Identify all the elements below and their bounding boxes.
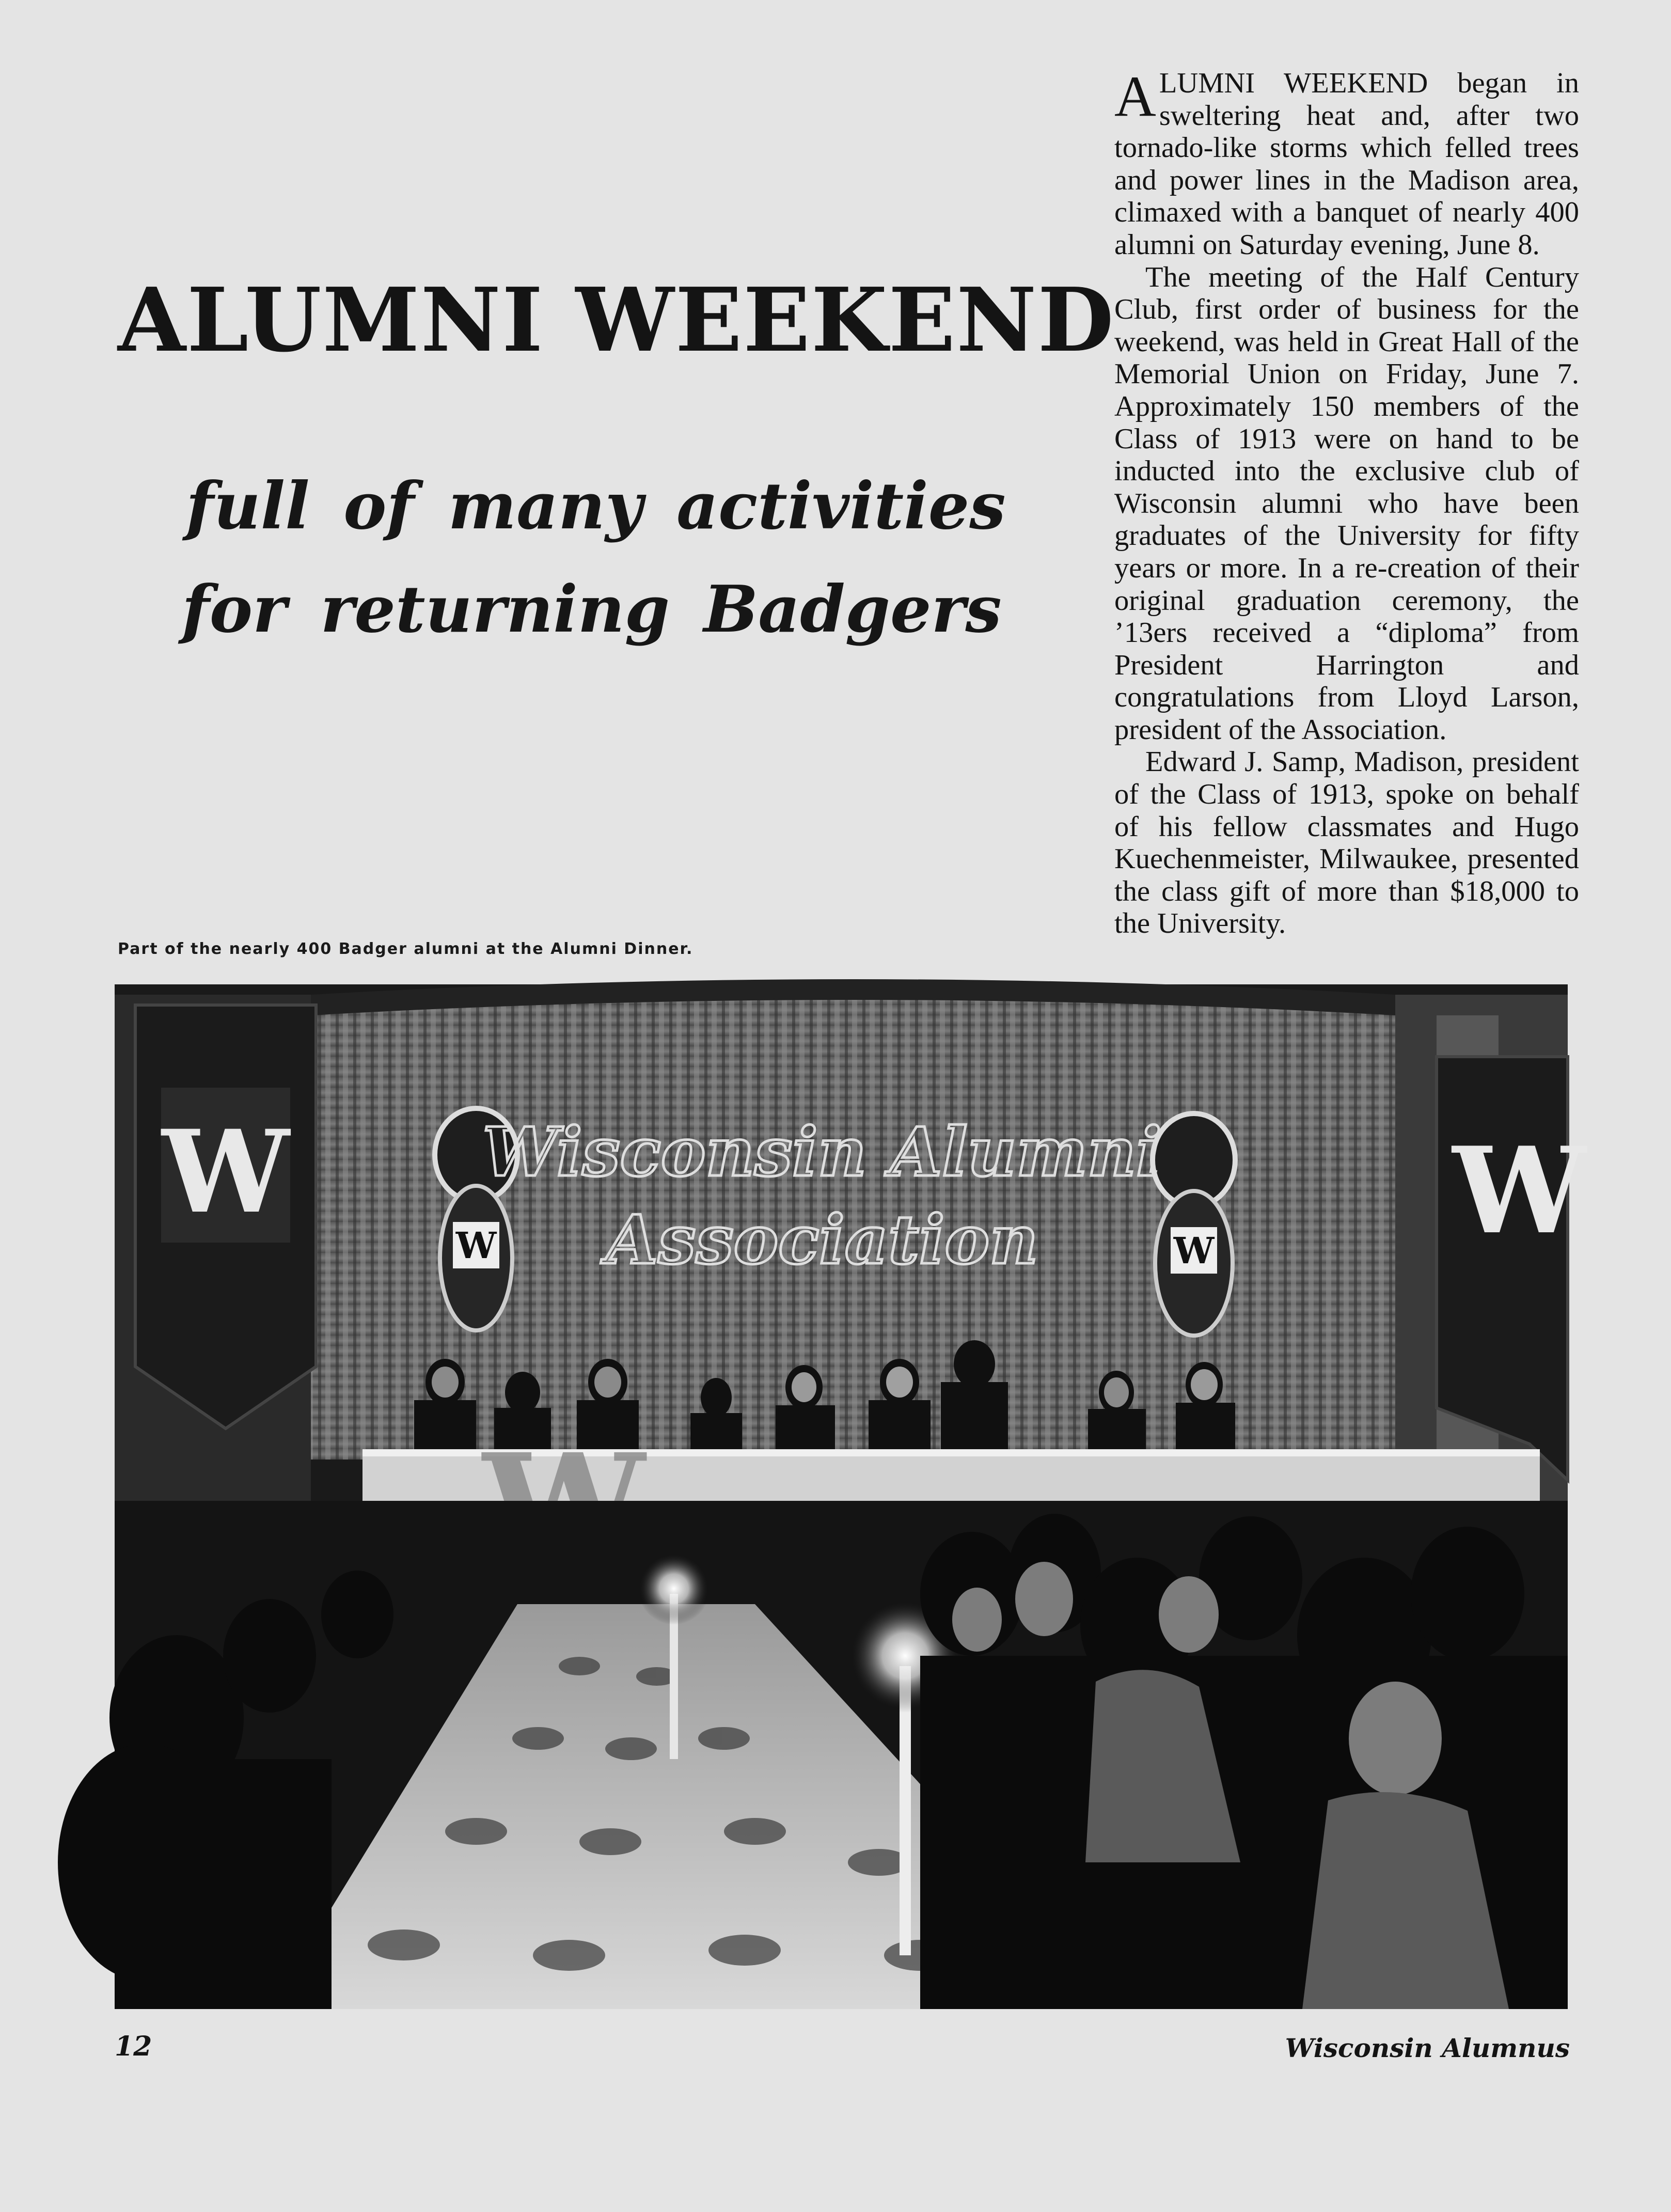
article-paragraph-2: The meeting of the Half Century Club, first order of business for the weekend, was held in Great Hall of the Memorial Union on Friday, June 7. Approximately 150 members of the Class of 1913 were on hand to be inducted into the exclusive club of Wisconsin alumni who have been graduates of the University for fifty years or more. In a re-creation of their original graduation ceremony, the ’13ers received a “diploma” from President Harrington and congratulations from Lloyd Larson, president of the Association. <box>1114 261 1579 746</box>
svg-text:W: W <box>455 1224 497 1267</box>
drop-cap: A <box>1114 65 1156 129</box>
banner-letter-right: W <box>1452 1121 1586 1261</box>
subheadline-line-1: full of many activities <box>186 468 1006 544</box>
right-banner <box>1437 1057 1587 1480</box>
page-number: 12 <box>115 2031 152 2062</box>
svg-text:W: W <box>1173 1229 1215 1272</box>
dining-crowd <box>58 1501 1568 2009</box>
banner-letter-left: W <box>162 1105 290 1238</box>
subheadline-line-2: for returning Badgers <box>182 572 1002 647</box>
backdrop-sign-line-2: Association <box>606 1200 1038 1279</box>
photo-caption: Part of the nearly 400 Badger alumni at the Alumni Dinner. <box>118 940 693 958</box>
headline: ALUMNI WEEKEND <box>118 269 1115 372</box>
article-paragraph-3: Edward J. Samp, Madison, president of the Class of 1913, spoke on behalf of his fellow classmates and Hugo Kuechenmeister, Milwaukee, presented the class gift of more than $18,000 to the University. <box>1114 746 1579 940</box>
badger-mascot-right <box>1153 1113 1235 1336</box>
left-banner <box>135 1005 316 1429</box>
article-paragraph-1-text: LUMNI WEEKEND began in sweltering heat and, after two tornado-like storms which felled trees and power lines in the Madison area, climaxed with a banquet of nearly 400 alumni on Saturday evening, June 8. <box>1114 67 1579 261</box>
banquet-photo <box>115 984 1586 2009</box>
article-column <box>1114 67 1579 940</box>
article-paragraph-1 <box>1114 67 1579 261</box>
publication-title: Wisconsin Alumnus <box>1285 2033 1570 2063</box>
backdrop-sign-line-1: Wisconsin Alumni <box>482 1112 1162 1191</box>
subheadline <box>182 454 1064 661</box>
